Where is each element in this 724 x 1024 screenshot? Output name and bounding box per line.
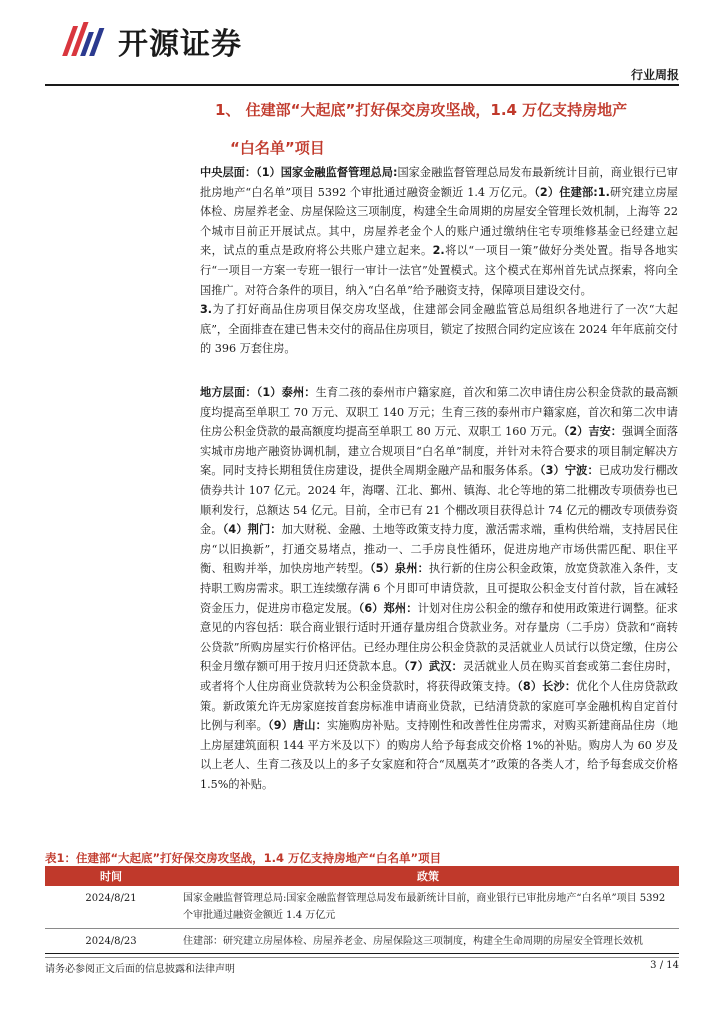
central-item2a-num: 1.: [597, 185, 610, 199]
page-number: 3 / 14: [650, 960, 679, 971]
local-text8: 优化个人住房贷款政策。新政策允许无房家庭按首套房标准申请商业贷款，已结清贷款的家庭可享金融机构自定首付比例与利率。: [200, 679, 678, 733]
local-level-paragraph: [200, 383, 678, 794]
central-item1-label: （1）国家金融监督管理总局:: [256, 166, 398, 179]
local-city6: （6）郑州：: [358, 601, 418, 615]
local-city8: （8）长沙：: [517, 679, 577, 693]
local-text7: 灵活就业人员在购买首套或第二套住房时，或者将个人住房商业贷款转为公积金贷款时，将获得政策支持。: [200, 660, 678, 693]
column-header-policy: 政策: [177, 866, 679, 886]
local-text3: 已成功发行棚改债券共计 107 亿元。2024 年，海曙、江北、鄞州、镇海、北仑等地的第二批棚改专项债券也已顺利发行，总额达 54 亿元。目前，全市已有 21 个棚改项目获得总计 74 亿元的棚改专项债券资金。: [200, 464, 678, 537]
local-text4: 加大财税、金融、土地等政策支持力度，激活需求端，重构供给端，支持居民住房“以旧换新”，打通交易堵点，推动一、二手房良性循环，促进房地产市场供需匹配、职住平衡、租购并举，加快房地产转型。: [200, 523, 678, 576]
header-divider: [45, 84, 679, 86]
brand-name: 开源证券: [118, 27, 242, 62]
local-text2: 强调全面落实城市房地产融资协调机制，建立合规项目“白名单”制度，并针对未符合要求的项目制定解决方案。同时支持长期租赁住房建设，提供全周期金融产品和服务体系。: [200, 425, 678, 478]
table-row: [45, 886, 679, 929]
local-city2: （2）吉安：: [563, 425, 622, 439]
policy-table: [45, 866, 679, 958]
table-cell-date: 2024/8/21: [45, 886, 177, 929]
central-item2-label: （2）住建部:: [534, 185, 598, 199]
local-city4: （4）荆门：: [222, 523, 282, 537]
central-item2b-num: 2.: [432, 244, 445, 258]
central-item1-text: 国家金融监督管理总局发布最新统计目前，商业银行已审批房地产“白名单”项目 5392 个审批通过融资金额近 1.4 万亿元。: [200, 166, 678, 199]
local-text6: 计划对住房公积金的缴存和使用政策进行调整。征求意见的内容包括：联合商业银行适时开通存量房组合贷款业务。对存量房（二手房）贷款和“商转公贷款”所购房屋实行价格评估。已经办理住房公积金贷款的灵活就业人员试行以贷定缴，住房公积金月缴存额可用于按月归还贷款本息。: [200, 601, 678, 674]
central-level-paragraph: [200, 163, 678, 359]
central-item2c-num: 3.: [200, 303, 213, 317]
local-text1: 生育二孩的泰州市户籍家庭，首次和第二次申请住房公积金贷款的最高额度均提高至单职工 70 万元、双职工 140 万元；生育三孩的泰州市户籍家庭，首次和第二次申请住房公积金贷款的最高额度均提高至单职工 80 万元、双职工 160 万元。: [200, 386, 678, 439]
report-type-label: 行业周报: [630, 68, 679, 82]
local-city5: （5）泉州：: [369, 562, 429, 576]
local-text5: 执行新的住房公积金政策，放宽贷款准入条件，支持职工购房需求。职工连续缴存满 6 个月即可申请贷款，且可提取公积金支付首付款，旨在减轻资金压力，促进房市稳定发展。: [200, 562, 678, 615]
footer-divider: [45, 953, 679, 954]
central-item2c-text: 为了打好商品住房项目保交房攻坚战，住建部会同金融监管总局组织各地进行了一次“大起底”，全面排查在建已售未交付的商品住房项目，锁定了按照合同约定应该在 2024 年年底前交付的 396 万套住房。: [200, 303, 678, 356]
central-item2a-text: 研究建立房屋体检、房屋养老金、房屋保险这三项制度，构建全生命周期的房屋安全管理长效机制，上海等 22 个城市目前正开展试点。其中，房屋养老金个人的账户通过缴纳住宅专项维修基金已经建立起来，试点的重点是政府将公共账户建立起来。: [200, 185, 678, 258]
local-city1: （1）泰州：: [256, 386, 316, 399]
table-header-row: [45, 866, 679, 886]
brand-logo: [58, 18, 278, 64]
table-cell-date: 2024/8/23: [45, 929, 177, 958]
column-header-date: 时间: [45, 866, 177, 886]
section-title-line2: “白名单”项目: [230, 139, 325, 157]
table-cell-policy: 国家金融监督管理总局:国家金融监督管理总局发布最新统计目前，商业银行已审批房地产“白名单”项目 5392 个审批通过融资金额近 1.4 万亿元: [177, 886, 679, 929]
local-text9: 实施购房补贴。支持刚性和改善性住房需求，对购买新建商品住房（地上房屋建筑面积 144 平方米及以下）的购房人给予每套成交价格 1%的补贴。购房人为 60 岁及以上老人、生育二孩及以上的多子女家庭和符合“凤凰英才”政策的各类人才，给予每套成交价格 1.5%的补贴。: [200, 719, 678, 791]
local-city3: （3）宁波：: [539, 464, 599, 478]
section-title-line1: 1、 住建部“大起底”打好保交房攻坚战，1.4 万亿支持房地产: [215, 101, 628, 119]
local-city9: （9）唐山：: [267, 719, 327, 733]
central-lead: 中央层面：: [200, 166, 257, 179]
local-city7: （7）武汉：: [403, 660, 463, 674]
central-item2b-text: 将以“一项目一策”做好分类处置。指导各地实行“一项目一方案一专班一银行一审计一法官”处置模式。这个模式在郑州首先试点探索，将向全国推广。对符合条件的项目，纳入“白名单”给予融资支持，保障项目建设交付。: [200, 244, 678, 297]
footer-disclaimer: 请务必参阅正文后面的信息披露和法律声明: [45, 964, 235, 975]
section-title: [45, 100, 679, 158]
table-cell-policy: 住建部：研究建立房屋体检、房屋养老金、房屋保险这三项制度，构建全生命周期的房屋安全管理长效机: [177, 929, 679, 958]
table-caption: 表1：住建部“大起底”打好保交房攻坚战，1.4 万亿支持房地产“白名单”项目: [45, 851, 442, 865]
logo-mark-icon: [58, 18, 112, 64]
local-lead: 地方层面：: [200, 386, 257, 399]
